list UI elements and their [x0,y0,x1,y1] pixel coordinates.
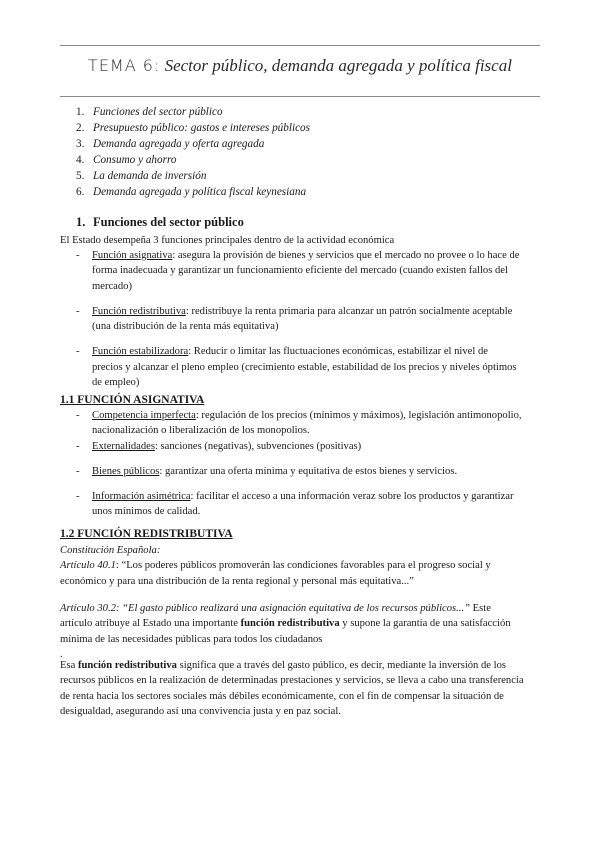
toc-item-label: Funciones del sector público [93,106,223,118]
list-item [76,304,542,335]
bold-term: función redistributiva [77,660,177,671]
article-label: Artículo 30.2: “El gasto público realizará una asignación equitativa de los recursos públicos...” [60,603,471,614]
list-item-text: precios y alcanzar el pleno empleo (crecimiento estable, estabilidad de los precios y niveles óptimos [92,361,517,373]
toc-item [76,168,310,184]
list-item [76,344,542,390]
paragraph-text: significa que a través del gasto público, es decir, mediante la inversión de los [176,660,507,671]
toc-item [76,136,310,152]
bold-term: función redistributiva [240,618,340,630]
section-number: 1. [76,215,86,229]
article-text: Este [470,603,491,614]
paragraph-text: de renta hacia los sectores sociales más débiles económicamente, con el fin de compensar la situación de [60,690,504,702]
toc-item-label: Presupuesto público: gastos e intereses públicos [93,122,310,134]
list-item-text: : garantizar una oferta mínima y equitativa de estos bienes y servicios. [159,465,458,477]
dash-bullet: - [76,491,80,503]
list-item-term: Función redistributiva [92,305,186,317]
list-item-text: : asegura la provisión de bienes y servicios que el mercado no provee o lo hace de [172,250,520,261]
subsection-heading-1-1: 1.1 FUNCIÓN ASIGNATIVA [60,394,205,406]
paragraph-text: desigualdad, asegurando así una convivencia justa y en paz social. [60,705,341,717]
dash-bullet: - [76,440,80,452]
list-item-term: Función asignativa [92,250,173,261]
dash-bullet: - [76,250,80,261]
list-item-text: (una distribución de la renta más equitativa) [92,321,279,333]
list-item-text: mercado) [92,280,132,292]
intro-text: El Estado desempeña 3 funciones principales dentro de la actividad económica [60,235,395,246]
paragraph-text: Esa [60,660,78,671]
toc-item [76,120,310,136]
paragraph-text: recursos públicos en la realización de determinadas prestaciones y servicios, se lleva a cabo una transferencia [60,675,524,687]
redistributive-paragraph [60,658,542,719]
section-heading-1 [76,215,244,230]
list-item [76,489,542,520]
dash-bullet: - [76,465,80,477]
toc-item [76,184,310,200]
title-tema: TEMA 6: [88,56,161,75]
allocative-list [76,408,542,520]
table-of-contents [76,104,310,200]
stray-period: . [60,648,63,660]
article-text: : “Los poderes públicos promoverán las condiciones favorables para el progreso social y [115,560,491,572]
section-title: Funciones del sector público [93,215,244,229]
toc-item-number: 6. [76,186,85,198]
article-text: artículo atribuye al Estado una importante [60,618,241,630]
list-item-term: Competencia imperfecta [92,410,196,421]
list-item [76,408,542,439]
dash-bullet: - [76,305,80,317]
toc-item-number: 5. [76,170,85,182]
constitution-block [60,543,542,589]
article-text: económico y para una distribución de la renta regional y personal más equitativa...” [60,575,414,587]
header-bottom-rule [60,96,540,97]
toc-item-label: La demanda de inversión [93,170,207,182]
list-item-text: unos mínimos de calidad. [92,506,201,518]
toc-item [76,152,310,168]
list-item [76,248,542,294]
list-item-text: : facilitar el acceso a una información veraz sobre los productos y garantizar [190,491,514,503]
toc-item-label: Demanda agregada y oferta agregada [93,138,265,150]
toc-item-number: 2. [76,122,85,134]
list-item-term: Función estabilizadora [92,346,189,358]
list-item-term: Bienes públicos [92,465,160,477]
toc-item-label: Demanda agregada y política fiscal keynesiana [93,186,307,198]
toc-item-label: Consumo y ahorro [93,154,177,166]
toc-item [76,104,310,120]
list-item-text: : regulación de los precios (mínimos y máximos), legislación antimonopolio, [195,410,522,421]
list-item-text: forma inadecuada y garantizar un funcionamiento eficiente del mercado (cuando existen fallos del [92,265,508,277]
list-item-text: : sanciones (negativas), subvenciones (positivas) [154,440,362,452]
list-item-term: Información asimétrica [92,491,191,503]
toc-item-number: 1. [76,106,85,118]
toc-item-number: 3. [76,138,85,150]
article-label: Artículo 40.1 [60,560,116,572]
list-item [76,464,542,479]
dash-bullet: - [76,410,80,421]
page-title [60,56,540,76]
dash-bullet: - [76,346,80,358]
list-item-term: Externalidades [92,440,155,452]
constitution-label: Constitución Española: [60,545,161,556]
article-text: mínima de las necesidades públicas para todos los ciudadanos [60,633,323,645]
list-item-text: nacionalización o liberalización de los monopolios. [92,425,310,437]
subsection-heading-1-2: 1.2 FUNCIÓN REDISTRIBUTIVA [60,528,233,540]
list-item [76,439,542,454]
list-item-text: : redistribuye la renta primaria para alcanzar un patrón socialmente aceptable [185,305,513,317]
functions-list [76,248,542,390]
list-item-text: : Reducir o limitar las fluctuaciones económicas, estabilizar el nivel de [188,346,488,358]
article-30-block [60,601,542,662]
header-top-rule [60,45,540,46]
toc-item-number: 4. [76,154,85,166]
list-item-text: de empleo) [92,377,140,389]
article-text: y supone la garantía de una satisfacción [339,618,511,630]
section-intro [60,233,542,248]
title-subject: Sector público, demanda agregada y política fiscal [164,56,512,75]
